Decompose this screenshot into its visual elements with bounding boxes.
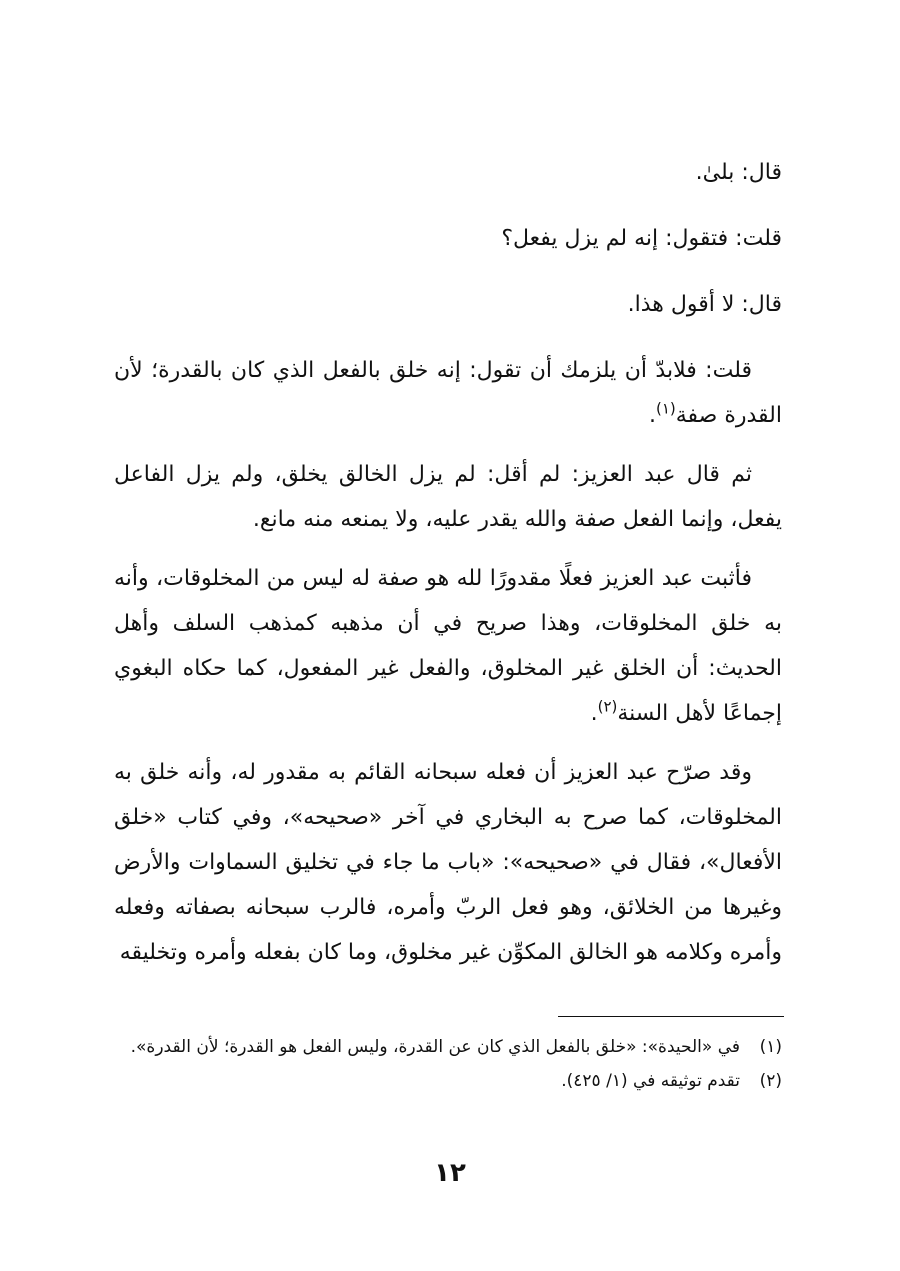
paragraph-2: قلت: فتقول: إنه لم يزل يفعل؟ <box>501 226 782 251</box>
paragraph-6 <box>114 556 782 736</box>
paragraph-7: وقد صرّح عبد العزيز أن فعله سبحانه القائم به مقدور له، وأنه خلق به المخلوقات، كما صرح به البخاري في آخر «صحيحه»، وفي كتاب «خلق الأفعال»، فقال في «صحيحه»: «باب ما جاء في تخليق السماوات والأرض وغيرها من الخلائق، وهو فعل الربّ وأمره، فالرب سبحانه بصفاته وفعله وأمره وكلامه هو الخالق المكوِّن غير مخلوق، وما كان بفعله وأمره وتخليقه <box>114 760 782 965</box>
footnote-ref-1[interactable]: (١) <box>655 399 676 418</box>
paragraph-3: قال: لا أقول هذا. <box>627 292 782 317</box>
footnote-1-text: في «الحيدة»: «خلق بالفعل الذي كان عن القدرة، وليس الفعل هو القدرة؛ لأن القدرة». <box>130 1037 740 1057</box>
footnote-2-text: تقدم توثيقه في (١/ ٤٢٥). <box>561 1071 740 1091</box>
footnote-divider <box>558 1016 784 1017</box>
paragraph-6-text: فأثبت عبد العزيز فعلًا مقدورًا لله هو صفة له ليس من المخلوقات، وأنه به خلق المخلوقات، وهذا صريح في أن مذهبه كمذهب السلف وأهل الحديث: أن الخلق غير المخلوق، والفعل غير المفعول، كما حكاه البغوي إجماعًا لأهل السنة <box>114 566 782 726</box>
footnote-1 <box>114 1030 782 1064</box>
main-text <box>114 150 782 989</box>
footnote-2-number: (٢) <box>759 1071 782 1091</box>
paragraph-1: قال: بلىٰ. <box>695 160 782 185</box>
paragraph-4-text: قلت: فلابدّ أن يلزمك أن تقول: إنه خلق بالفعل الذي كان بالقدرة؛ لأن القدرة صفة <box>114 358 782 428</box>
paragraph-5: ثم قال عبد العزيز: لم أقل: لم يزل الخالق يخلق، ولم يزل الفاعل يفعل، وإنما الفعل صفة والله يقدر عليه، ولا يمنعه منه مانع. <box>114 462 782 532</box>
footnote-2 <box>114 1064 782 1098</box>
paragraph-4-end: . <box>648 403 656 428</box>
page-number: ١٢ <box>434 1158 466 1188</box>
paragraph-6-end: . <box>590 701 598 726</box>
footnote-ref-2[interactable]: (٢) <box>597 697 618 716</box>
footnote-1-number: (١) <box>759 1037 782 1057</box>
paragraph-4 <box>114 348 782 438</box>
footnotes <box>114 1030 782 1098</box>
